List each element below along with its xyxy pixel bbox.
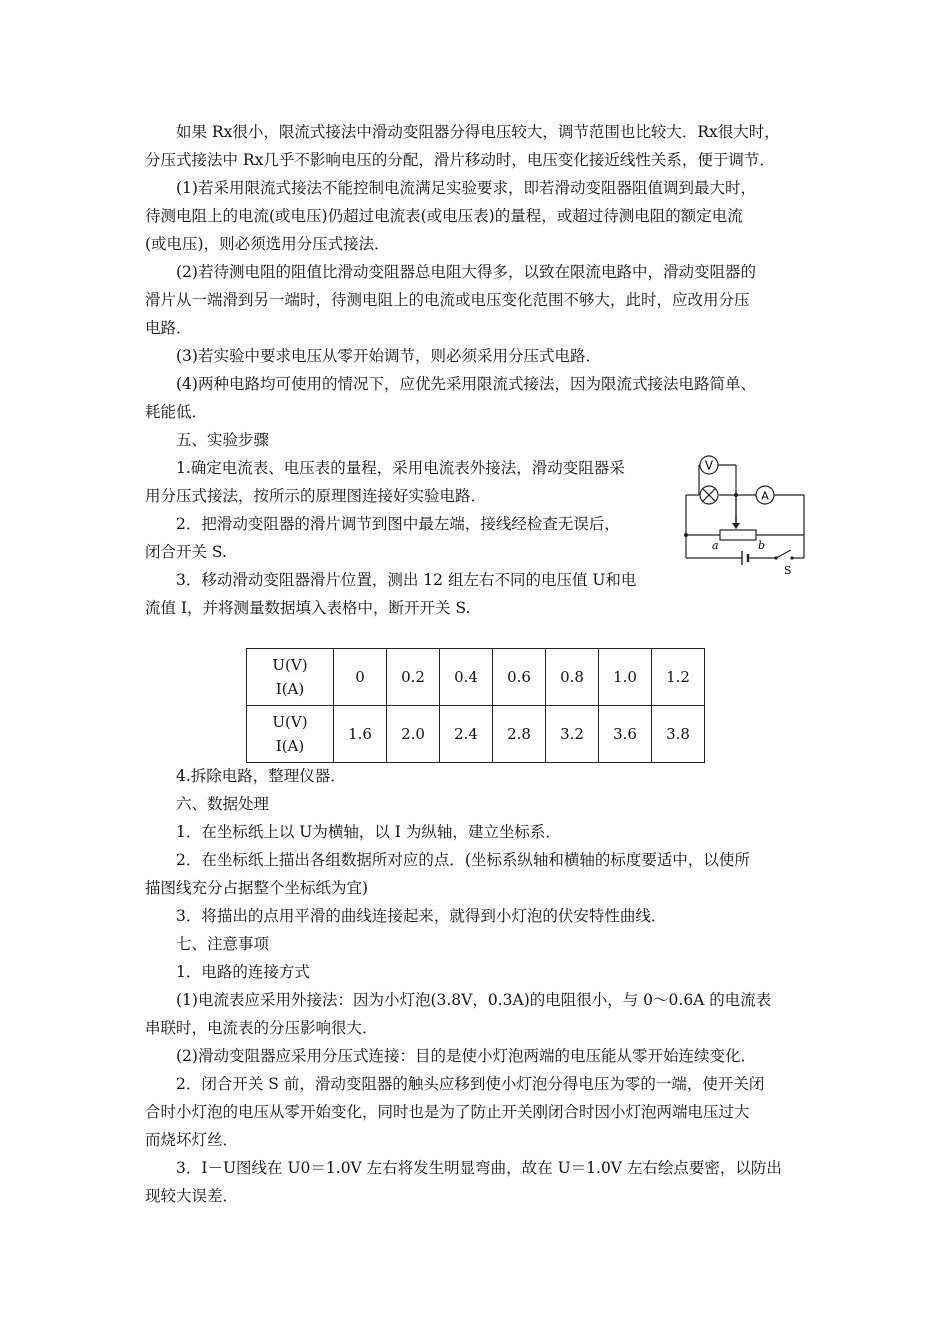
- table-cell: 1.2: [652, 649, 705, 706]
- table-cell: 1.0: [599, 649, 652, 706]
- label-switch: S: [784, 564, 792, 577]
- table-cell: 1.6: [334, 706, 387, 763]
- table-cell: 3.8: [652, 706, 705, 763]
- step-1-line-2: 用分压式接法，按所示的原理图连接好实验电路．: [145, 487, 487, 505]
- header-cell: U(V) I(A): [247, 649, 334, 706]
- note-2-line-2: 合时小灯泡的电压从零开始变化，同时也是为了防止开关刚闭合时因小灯泡两端电压过大: [145, 1103, 750, 1121]
- dp-1: 1．在坐标纸上以 U为横轴，以 I 为纵轴，建立坐标系．: [176, 823, 561, 841]
- dp-3: 3．将描出的点用平滑的曲线连接起来，就得到小灯泡的伏安特性曲线．: [176, 907, 667, 925]
- note-1-1-line-2: 串联时，电流表的分压影响很大．: [145, 1019, 378, 1037]
- step-4: 4.拆除电路，整理仪器．: [176, 767, 346, 785]
- note-1-1-line-1: (1)电流表应采用外接法：因为小灯泡(3.8V，0.3A)的电阻很小，与 0～0.6A 的电流表: [176, 991, 772, 1009]
- table-cell: 3.2: [546, 706, 599, 763]
- intro-line-1: 如果 Rx很小，限流式接法中滑动变阻器分得电压较大，调节范围也比较大．Rx很大时，: [176, 123, 780, 141]
- circuit-diagram: [674, 453, 814, 578]
- label-b: b: [758, 539, 766, 552]
- table-cell: 2.8: [493, 706, 546, 763]
- dp-2-line-1: 2．在坐标纸上描出各组数据所对应的点．(坐标系纵轴和横轴的标度要适中，以使所: [176, 851, 750, 869]
- table-cell: 0.6: [493, 649, 546, 706]
- step-2-line-2: 闭合开关 S.: [145, 543, 227, 561]
- data-processing-heading: 六、数据处理: [176, 795, 270, 813]
- rule-3: (3)若实验中要求电压从零开始调节，则必须采用分压式电路．: [176, 347, 601, 365]
- rule-1-line-3: (或电压)，则必须选用分压式接法．: [145, 235, 390, 253]
- table-cell: 0.2: [387, 649, 440, 706]
- rule-2-line-2: 滑片从一端滑到另一端时，待测电阻上的电流或电压变化范围不够大，此时，应改用分压: [145, 291, 750, 309]
- note-3-line-2: 现较大误差．: [145, 1187, 239, 1205]
- table-cell: 0.8: [546, 649, 599, 706]
- table-cell: 0: [334, 649, 387, 706]
- rule-1-line-2: 待测电阻上的电流(或电压)仍超过电流表(或电压表)的量程，或超过待测电阻的额定电流: [145, 207, 743, 225]
- intro-line-2: 分压式接法中 Rx几乎不影响电压的分配，滑片移动时，电压变化接近线性关系，便于调节．: [145, 151, 775, 169]
- rule-2-line-3: 电路．: [145, 319, 192, 337]
- step-2-line-1: 2．把滑动变阻器的滑片调节到图中最左端，接线经检查无误后，: [176, 515, 620, 533]
- table-row: [247, 649, 705, 706]
- battery-icon: [742, 551, 748, 565]
- voltmeter-icon: [700, 456, 718, 474]
- rule-4-line-2: 耗能低．: [145, 403, 208, 421]
- table-cell: 3.6: [599, 706, 652, 763]
- svg-text:A: A: [761, 489, 769, 503]
- note-3-line-1: 3．I－U图线在 U0＝1.0V 左右将发生明显弯曲，故在 U＝1.0V 左右绘点要密，以防出: [176, 1159, 782, 1177]
- step-3-line-2: 流值 I，并将测量数据填入表格中，断开开关 S.: [145, 599, 471, 617]
- table-row: [247, 706, 705, 763]
- dp-2-line-2: 描图线充分占据整个坐标纸为宜): [145, 879, 369, 897]
- rule-2-line-1: (2)若待测电阻的阻值比滑动变阻器总电阻大得多，以致在限流电路中，滑动变阻器的: [176, 263, 756, 281]
- step-3-line-1: 3．移动滑动变阻器滑片位置，测出 12 组左右不同的电压值 U和电: [176, 571, 637, 589]
- step-1-line-1: 1.确定电流表、电压表的量程，采用电流表外接法，滑动变阻器采: [176, 459, 625, 477]
- rule-4-line-1: (4)两种电路均可使用的情况下，应优先采用限流式接法，因为限流式接法电路简单、: [176, 375, 756, 393]
- notes-heading: 七、注意事项: [176, 935, 270, 953]
- steps-heading: 五、实验步骤: [176, 431, 270, 449]
- table-cell: 0.4: [440, 649, 493, 706]
- note-1: 1．电路的连接方式: [176, 963, 310, 981]
- table-cell: 2.0: [387, 706, 440, 763]
- svg-text:V: V: [704, 458, 714, 473]
- note-2-line-3: 而烧坏灯丝．: [145, 1131, 239, 1149]
- label-a: a: [712, 539, 719, 552]
- header-cell: U(V) I(A): [247, 706, 334, 763]
- table-cell: 2.4: [440, 706, 493, 763]
- note-1-2: (2)滑动变阻器应采用分压式连接：目的是使小灯泡两端的电压能从零开始连续变化．: [176, 1047, 756, 1065]
- data-table: [246, 648, 705, 763]
- lamp-icon: [700, 486, 718, 504]
- rule-1-line-1: (1)若采用限流式接法不能控制电流满足实验要求，即若滑动变阻器阻值调到最大时，: [176, 179, 756, 197]
- ammeter-icon: [756, 486, 774, 504]
- note-2-line-1: 2．闭合开关 S 前，滑动变阻器的触头应移到使小灯泡分得电压为零的一端，使开关闭: [176, 1075, 765, 1093]
